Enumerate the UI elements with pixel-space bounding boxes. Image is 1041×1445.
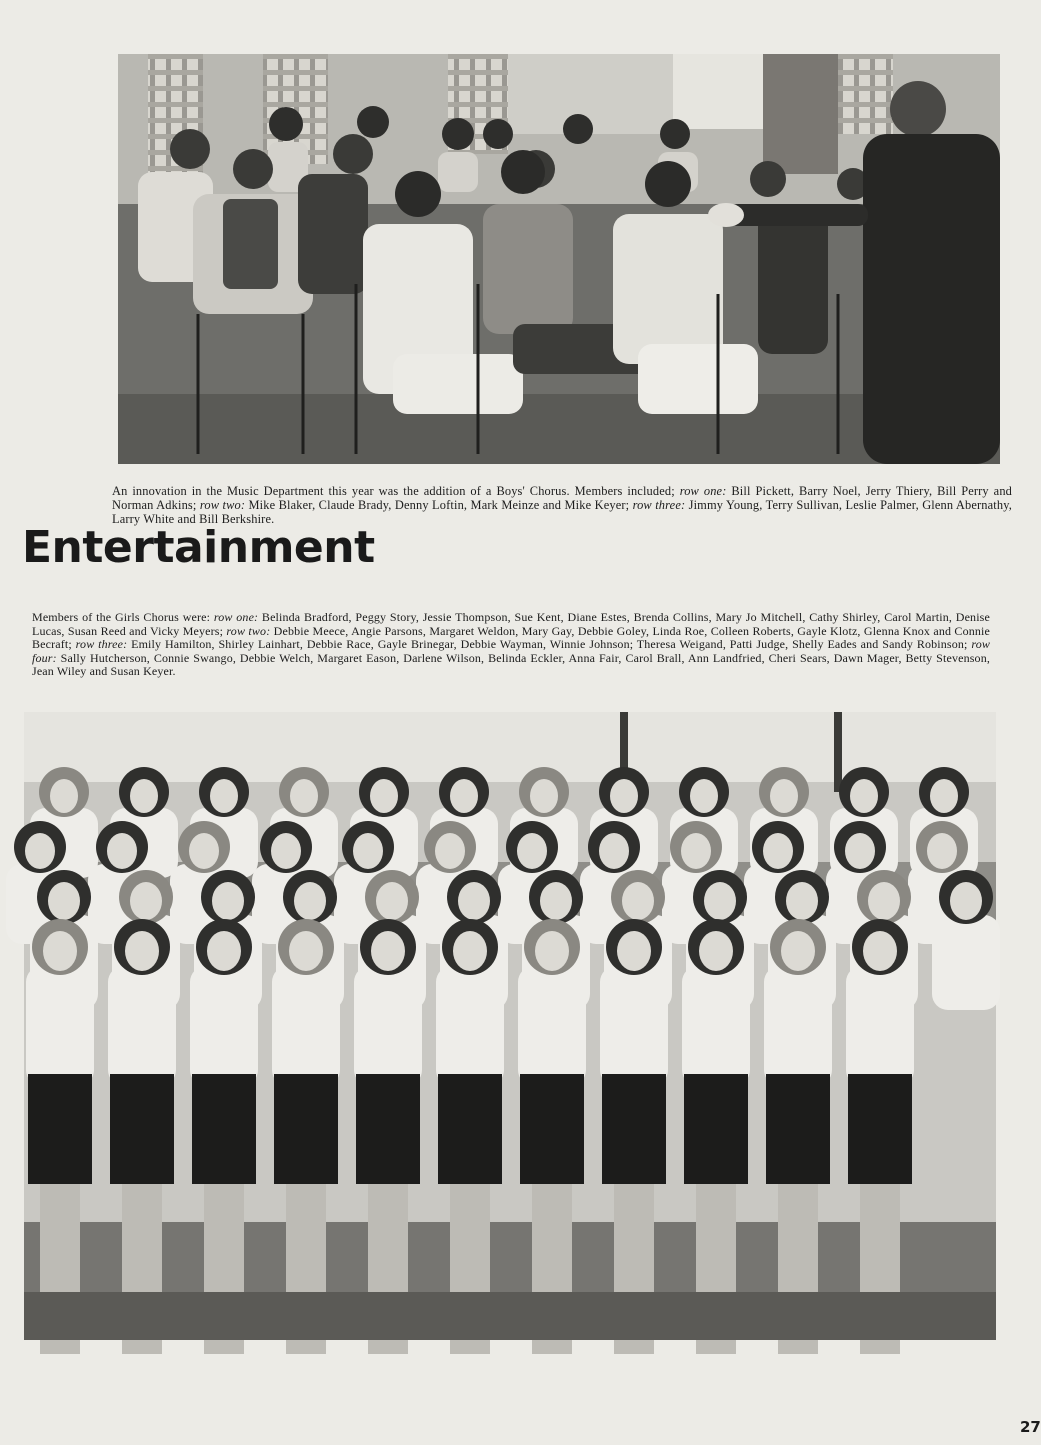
boys-chorus-photo-graphic bbox=[118, 54, 1000, 464]
row-label: row two: bbox=[199, 498, 246, 513]
row-label: row four: bbox=[32, 637, 991, 665]
row-label: row one: bbox=[213, 610, 259, 624]
caption-text: Debbie Meece, Angie Parsons, Margaret Weldon, Mary Gay, Debbie Goley, Linda Roe, Colleen Roberts, Gayle Klotz, Glenna Knox and Connie Becraft; bbox=[32, 623, 990, 652]
caption-text: Members of the Girls Chorus were: bbox=[32, 610, 214, 624]
caption-text: An innovation in the Music Department this year was the addition of a Boys' Chorus. Members included; bbox=[112, 484, 680, 499]
row-label: row one: bbox=[679, 484, 727, 499]
girls-chorus-photo-graphic bbox=[24, 712, 996, 1340]
caption-text: Mike Blaker, Claude Brady, Denny Loftin, Mark Meinze and Mike Keyer; bbox=[245, 498, 633, 513]
boys-chorus-caption bbox=[112, 485, 1012, 526]
caption-text: Sally Hutcherson, Connie Swango, Debbie Welch, Margaret Eason, Darlene Wilson, Belinda Eckler, Anna Fair, Carol Brall, Ann Landfried, Cheri Sears, Dawn Mager, Betty Stevenson, Jean Wiley and Susan Keyer. bbox=[32, 650, 990, 679]
row-label: row two: bbox=[226, 623, 271, 638]
caption-text: Emily Hamilton, Shirley Lainhart, Debbie Race, Gayle Brinegar, Debbie Wayman, Winnie Johnson; Theresa Weigand, Patti Judge, Shelly Eades and Sandy Robinson; bbox=[127, 637, 972, 652]
girls-chorus-photo bbox=[24, 712, 996, 1340]
chorus-member-figure bbox=[932, 870, 1000, 1010]
riser bbox=[24, 1292, 996, 1340]
caption-text: Belinda Bradford, Peggy Story, Jessie Thompson, Sue Kent, Diane Estes, Brenda Collins, Mary Jo Mitchell, Cathy Shirley, Carol Martin, Denise Lucas, Susan Reed and Vicky Meyers; bbox=[32, 610, 990, 638]
row-label: row three: bbox=[75, 637, 128, 652]
section-heading: Entertainment bbox=[22, 522, 375, 573]
caption-text: Jimmy Young, Terry Sullivan, Leslie Palmer, Glenn Abernathy, Larry White and Bill Berkshire. bbox=[112, 498, 1013, 526]
girls-chorus-caption bbox=[32, 611, 990, 679]
boys-chorus-photo bbox=[118, 54, 1000, 464]
row-label: row three: bbox=[632, 498, 686, 513]
caption-text: Bill Pickett, Barry Noel, Jerry Thiery, Bill Perry and Norman Adkins; bbox=[112, 484, 1013, 513]
page-number: 27 bbox=[1020, 1418, 1041, 1436]
